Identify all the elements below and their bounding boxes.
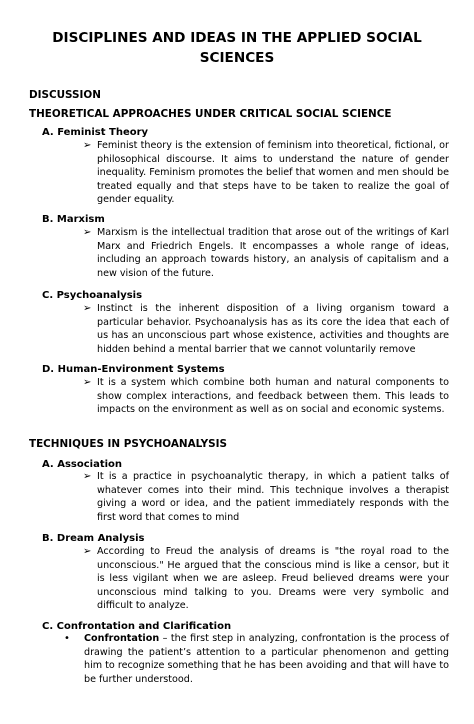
document-title: DISCIPLINES AND IDEAS IN THE APPLIED SOCIAL SCIENCES — [52, 30, 422, 66]
marxism-text: Marxism is the intellectual tradition that arose out of the writings of Karl Marx and Friedrich Engels. It encompasses a whole range of ideas, including an approach towards history, an analysis of capitalism and a new vision of the future. — [97, 227, 449, 279]
subheading-marxism: B. Marxism — [42, 214, 105, 225]
feminist-theory-text: Feminist theory is the extension of feminism into theoretical, fictional, or philosophical discourse. It aims to understand the nature of gender inequality. Feminism promotes the belief that women and men should be treated equally and that steps have to be taken to realize the goal of gender equality. — [97, 140, 449, 206]
list-item-feminist-theory — [83, 139, 449, 207]
list-item-psychoanalysis — [83, 302, 449, 356]
discussion-heading: DISCUSSION — [29, 89, 101, 101]
arrow-bullet-icon: ➢ — [83, 227, 92, 238]
list-item-dream-analysis — [83, 545, 449, 613]
subheading-human-environment-systems: D. Human-Environment Systems — [42, 364, 225, 375]
arrow-bullet-icon: ➢ — [83, 546, 92, 557]
subheading-dream-analysis: B. Dream Analysis — [42, 533, 145, 544]
arrow-bullet-icon: ➢ — [83, 140, 92, 151]
list-item-association — [83, 470, 449, 524]
subheading-psychoanalysis: C. Psychoanalysis — [42, 290, 143, 301]
association-text: It is a practice in psychoanalytic therapy, in which a patient talks of whatever comes into their mind. This technique involves a therapist giving a word or idea, and the patient immediately responds with the first word that comes to mind — [97, 471, 449, 523]
bullet-icon: • — [64, 633, 70, 644]
subheading-feminist-theory: A. Feminist Theory — [42, 127, 149, 138]
human-environment-systems-text: It is a system which combine both human and natural components to show complex interactions, and feedback between them. This leads to impacts on the environment as well as on social and economic systems. — [97, 377, 449, 416]
dream-analysis-text: According to Freud the analysis of dreams is "the royal road to the unconscious." He argued that the conscious mind is like a censor, but it is less vigilant when we are asleep. Freud believed dreams were your unconscious mind talking to you. Dreams were very symbolic and difficult to analyze. — [97, 546, 449, 612]
list-item-confrontation — [64, 632, 449, 686]
arrow-bullet-icon: ➢ — [83, 377, 92, 388]
arrow-bullet-icon: ➢ — [83, 303, 92, 314]
list-item-human-environment-systems — [83, 376, 449, 417]
subheading-confrontation-clarification: C. Confrontation and Clarification — [42, 621, 232, 632]
confrontation-term: Confrontation — [84, 633, 160, 644]
confrontation-text — [84, 632, 449, 686]
section-heading-techniques-in-psychoanalysis: TECHNIQUES IN PSYCHOANALYSIS — [29, 438, 227, 450]
subheading-association: A. Association — [42, 459, 123, 470]
psychoanalysis-text: Instinct is the inherent disposition of a living organism toward a particular behavior. Psychoanalysis has as its core the idea that each of us has an unconscious part whose existence, activities and thoughts are hidden behind a mental barrier that we cannot voluntarily remove — [97, 303, 449, 355]
list-item-marxism — [83, 226, 449, 280]
confrontation-definition: – the first step in analyzing, confrontation is the process of drawing the patient’s attention to a particular phenomenon and getting him to recognize something that he has been avoiding and that will have to be further understood. — [84, 633, 449, 685]
section-heading-theoretical-approaches: THEORETICAL APPROACHES UNDER CRITICAL SOCIAL SCIENCE — [29, 108, 392, 120]
arrow-bullet-icon: ➢ — [83, 471, 92, 482]
